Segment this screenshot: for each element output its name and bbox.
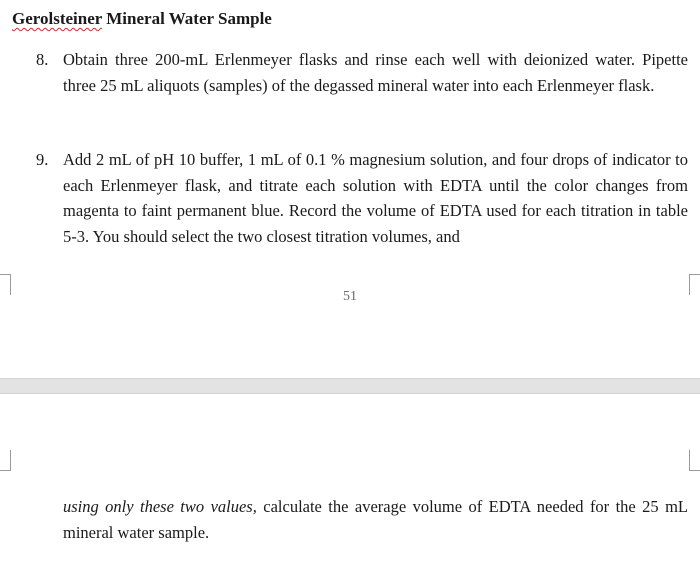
section-heading xyxy=(12,6,272,32)
continuation-text: calculate the average volume of EDTA needed for the 25 mL mineral water sample. xyxy=(63,497,688,542)
step-9-continuation xyxy=(63,494,688,546)
procedure-step-8 xyxy=(36,47,688,98)
step-number: 8. xyxy=(36,50,49,69)
step-text: Obtain three 200-mL Erlenmeyer flasks and rinse each well with deionized water. Pipette three 25 mL aliquots (samples) of the degassed mineral water into each Erlenmeyer flask. xyxy=(63,50,688,95)
page-separator xyxy=(0,378,700,394)
spellcheck-flagged-word[interactable]: Gerolsteiner xyxy=(12,9,103,28)
page-corner-mark-left xyxy=(0,450,11,471)
step-text: Add 2 mL of pH 10 buffer, 1 mL of 0.1 % magnesium solution, and four drops of indicator to each Erlenmeyer flask, and titrate each solution with EDTA until the color changes from magenta to faint permanent blue. Record the volume of EDTA used for each titration in table 5-3. You should select the two closest titration volumes, and xyxy=(63,150,688,246)
emphasized-text: using only these two values, xyxy=(63,497,257,516)
page-number: 51 xyxy=(343,289,357,304)
step-number: 9. xyxy=(36,150,49,169)
page-corner-mark-right xyxy=(689,450,700,471)
procedure-step-9 xyxy=(36,147,688,249)
section-heading-rest: Mineral Water Sample xyxy=(102,9,272,28)
